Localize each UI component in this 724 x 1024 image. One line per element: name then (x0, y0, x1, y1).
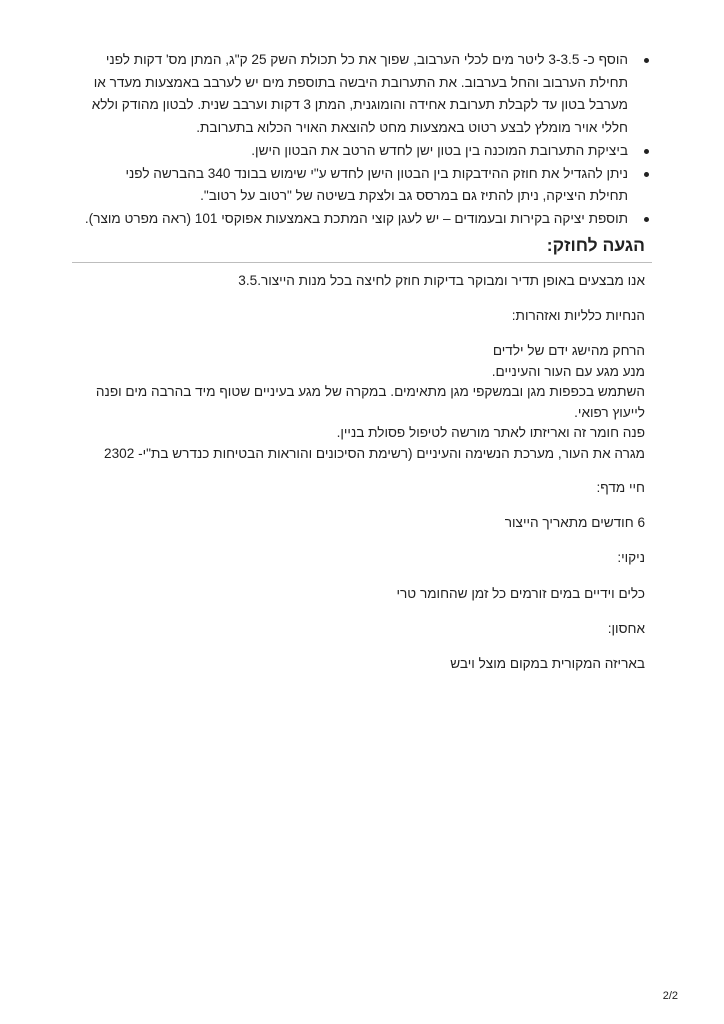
warning-line: השתמש בכפפות מגן ובמשקפי מגן מתאימים. במקרה של מגע בעיניים שטוף מיד בהרבה מים ופנה (95, 384, 645, 399)
warning-line: לייעוץ רפואי. (574, 404, 645, 420)
shelf-life-title: חיי מדף: (596, 480, 645, 495)
heading-divider (72, 262, 652, 263)
strength-heading: הגעה לחוזק: (546, 235, 645, 255)
list-item-line: תחילת הערבוב והחל בערבוב. את התערובת היבשה בתוספת מים יש לערבב באמצעות מעדר או (93, 74, 628, 90)
bullet-dot-icon (644, 149, 649, 154)
mixing-instructions-list (72, 49, 628, 231)
list-item-line: ניתן להגדיל את חוזק ההידבקות בין הבטון הישן לחדש ע"י שימוש בבונד 340 בהברשה לפני (125, 165, 628, 181)
list-item (72, 49, 628, 140)
storage-title: אחסון: (607, 621, 645, 636)
bullet-dot-icon (644, 217, 649, 222)
cleaning-value: כלים וידיים במים זורמים כל זמן שהחומר טרי (396, 586, 645, 601)
list-item-line: חללי אויר מומלץ לבצע רטוט באמצעות מחט להוצאת האויר הכלוא בתערובת. (196, 120, 628, 136)
warning-line: מגרה את העור, מערכת הנשימה והעיניים (רשימת הסיכונים והוראות הבטיחות כנדרש בת"י- 2302 (104, 445, 645, 461)
warning-line: פנה חומר זה ואריזתו לאתר מורשה לטיפול פסולת בניין. (336, 425, 645, 440)
cleaning-title: ניקוי: (617, 550, 645, 565)
warnings-block (55, 341, 645, 464)
warning-line: מנע מגע עם העור והעיניים. (491, 363, 645, 379)
strength-text: אנו מבצעים באופן תדיר ומבוקר בדיקות חוזק לחיצה בכל מנות הייצור.3.5 (238, 273, 645, 288)
list-item-line: ביציקת התערובת המוכנה בין בטון ישן לחדש הרטב את הבטון הישן. (251, 142, 628, 158)
bullet-dot-icon (644, 58, 649, 63)
list-item (72, 208, 628, 231)
bullet-dot-icon (644, 172, 649, 177)
list-item (72, 163, 628, 208)
list-item-line: מערבל בטון עד לקבלת תערובת אחידה והומוגנית, המתן 3 דקות וערבב שנית. לבטון מהודק וללא (91, 97, 628, 113)
list-item (72, 140, 628, 163)
list-item-line: תוספת יציקה בקירות ובעמודים – יש לעגן קוצי המתכת באמצעות אפוקסי 101 (ראה מפרט מוצר). (84, 210, 628, 226)
warning-line: הרחק מהישג ידם של ילדים (492, 343, 645, 358)
list-item-line: תחילת היציקה, ניתן להתיז גם במרסס גב ולצקת בשיטה של "רטוב על רטוב". (200, 188, 628, 204)
warnings-title: הנחיות כלליות ואזהרות: (511, 308, 645, 323)
list-item-line: הוסף כ- 3-3.5 ליטר מים לכלי הערבוב, שפוך את כל תכולת השק 25 ק"ג, המתן מס' דקות לפני (105, 52, 628, 67)
storage-value: באריזה המקורית במקום מוצל ויבש (450, 656, 645, 671)
page-number: 2/2 (662, 990, 678, 1002)
shelf-life-value: 6 חודשים מתאריך הייצור (504, 515, 645, 530)
